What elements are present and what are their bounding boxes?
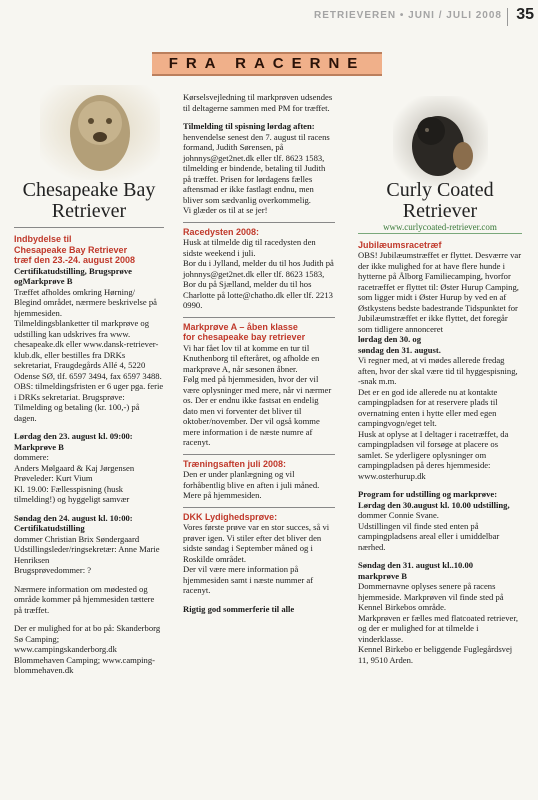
page-number: 35: [516, 6, 534, 23]
bold-line: søndag den 31. august.: [358, 344, 441, 355]
paragraph: Det er en god ide allerede nu at kontakte campingpladsen for at reservere plads til overnatning enten i hytte eller med egen campingvogn/eget telt.: [358, 386, 498, 428]
bold-line: Søndag den 31. august kl..10.00: [358, 560, 474, 570]
breed-title-line2: Retriever: [402, 200, 478, 222]
paragraph: Træffet afholdes omkring Hørning/ Blegind området, nærmere beskrivelse på hjemmesiden.: [14, 286, 157, 318]
bold-line: Lørdag den 30.august kl. 10.00 udstilling,: [358, 499, 510, 510]
left-column: [14, 180, 164, 676]
bold-line: markprøve B: [358, 570, 407, 581]
spacer: [183, 596, 335, 604]
left-text: [14, 234, 164, 676]
spacer: [183, 113, 335, 121]
spacer: [14, 505, 164, 513]
spacer: [358, 481, 522, 489]
section-heading: Træningsaften juli 2008:: [183, 458, 287, 469]
bold-line: Lørdag den 23. august kl. 09:00:: [14, 431, 133, 441]
section-divider: [183, 454, 335, 455]
paragraph: henvendelse senest den 7. august til racens formand, Judith Sørensen, på johnnys@get2net.dk eller tlf. 8623 1583, tilmelding er bindende, betaling til Judith på træffet. Prisen for lørdagens fælles aftensmad er ikke fastlagt endnu, men bliver som sædvanlig overkommelig.: [183, 131, 330, 205]
section-heading: Jubilæumsracetræf: [358, 239, 442, 250]
paragraph: www.osterhurup.dk: [358, 470, 426, 481]
paragraph: Bor du i Jylland, melder du til hos Judith på johnnys@get2net.dk eller tlf. 8623 1583,: [183, 258, 334, 279]
paragraph: Udstillingen vil finde sted enten på campingpladsens areal eller i umiddelbar nærhed.: [358, 520, 500, 552]
spacer: [358, 552, 522, 560]
bold-line: Certifikatudstilling, Brugsprøve: [14, 265, 132, 276]
header-divider: [507, 8, 508, 26]
paragraph: OBS! Jubilæumstræffet er flyttet. Desværre var der ikke mulighed for at have flere hunde i hytterne på Ålborg Familiecamping, hvorfor racetræffet er flyttet til: Øster Hurup Camping, som ligger midt i Øster Hurup by ved en af Østkystens bedste badestrande Tidspunktet for Jubilæumstræffet er ikke flyttet, det foregår som tidligere annonceret: [358, 250, 522, 334]
paragraph: OBS: tilmeldingsfristen er 6 uger pga. ferie i DRKs sekretariat. Brugsprøve: Tilmelding og betaling (kr. 100,-) på dagen.: [14, 381, 164, 423]
paragraph: Husk at oplyse at I deltager i racetræffet, da campingpladsen vil forsøge at placere os samlet. Se yderligere oplysninger om campingpladsen på deres hjemmeside:: [358, 428, 509, 470]
paragraph: Blommehaven Camping; www.camping-blommehaven.dk: [14, 654, 155, 675]
paragraph: Vi glæder os til at se jer!: [183, 205, 268, 215]
paragraph: Husk at tilmelde dig til racedysten den sidste weekend i juli.: [183, 237, 316, 258]
section-heading: Chesapeake Bay Retriever: [14, 244, 128, 255]
bold-line: Program for udstilling og markprøve:: [358, 489, 498, 499]
right-text: [358, 240, 522, 666]
breed-title-line2: Retriever: [51, 200, 127, 222]
paragraph: Vores første prøve var en stor succes, så vi prøver igen. Vi stiler efter det bliver den sidste søndag i September måned og i Roskilde området.: [183, 522, 330, 564]
section-heading: Markprøve A – åben klasse: [183, 321, 298, 332]
paragraph: Den er under planlægning og vil forhåbentlig blive en aften i juli måned. Mere på hjemmesiden.: [183, 469, 320, 500]
chesapeake-dog-photo: [40, 85, 160, 180]
chesapeake-breed-title: [14, 180, 164, 222]
spacer: [14, 423, 164, 431]
website-link[interactable]: www.curlycoated-retriever.com: [358, 222, 522, 234]
breed-title-line1: Curly Coated: [386, 179, 494, 201]
paragraph: Kl. 19.00: Fællesspisning (husk tilmelding!) og hyggeligt samvær: [14, 483, 130, 504]
section-divider: [183, 222, 335, 223]
bold-line: Certifikatudstilling: [14, 523, 85, 533]
paragraph: dommere:: [14, 452, 49, 462]
right-column: [358, 180, 522, 665]
paragraph: dommer Connie Svane.: [358, 510, 439, 520]
curly-dog-photo: [393, 96, 488, 186]
paragraph: Nærmere information om mødested og område kommer på hjemmesiden tættere på træffet.: [14, 583, 155, 615]
paragraph: Brugsprøvedommer: ?: [14, 565, 92, 575]
title-rule: [14, 227, 164, 228]
page-header: [0, 5, 538, 27]
bold-line: ogMarkprøve B: [14, 276, 73, 286]
paragraph: Der vil være mere information på hjemmesiden samt i næste nummer af racenyt.: [183, 564, 314, 595]
paragraph: Tilmeldingsblanketter til markprøve og udstilling kan udskrives fra www. chesapeake.dk eller www.dansk-retriever-klub.dk, eller bestilles fra DRKs sekretariat, Fraugdegårds Allé 4, 5220 Odense SØ, tlf. 6597 3494, fax 6597 3488.: [14, 318, 162, 381]
breed-title-line1: Chesapeake Bay: [22, 179, 156, 201]
section-heading: DKK Lydighedsprøve:: [183, 511, 278, 522]
paragraph: Dommernavne oplyses senere på racens hjemmeside. Markprøven vil finde sted på Kennel Birkebos område.: [358, 581, 504, 612]
middle-column: [183, 92, 335, 614]
curly-breed-title: [358, 180, 522, 222]
bold-line: Rigtig god sommerferie til alle: [183, 603, 295, 614]
paragraph: Prøveleder: Kurt Vium: [14, 473, 93, 483]
section-heading: Racedysten 2008:: [183, 226, 260, 237]
bold-line: Tilmelding til spisning lørdag aften:: [183, 121, 315, 131]
paragraph: Vi regner med, at vi mødes allerede fredag aften, hvor der skal være tid til hyggespisning, -snak m.m.: [358, 355, 518, 386]
paragraph: Der er mulighed for at bo på: Skanderborg Sø Camping; www.campingskanderborg.dk: [14, 623, 161, 654]
paragraph: Kennel Birkebo er beliggende Fuglegårdsvej 11, 9510 Arden.: [358, 644, 513, 665]
paragraph: Kørselsvejledning til markprøven udsendes til deltagerne sammen med PM for træffet.: [183, 92, 333, 113]
paragraph: Følg med på hjemmesiden, hvor der vil være oplysninger med mere, når vi nærmer os. Der er endnu ikke fastsat en endelig dato men vi forventer det bliver til oktober/november. Der vil også komme mere information i de næste numre af racenyt.: [183, 374, 332, 447]
section-heading: for chesapeake bay retriever: [183, 332, 306, 342]
section-divider: [183, 507, 335, 508]
paragraph: Markprøven er fælles med flatcoated retriever, og der er mulighed for at tilmelde i vinderklasse.: [358, 612, 518, 644]
section-divider: [183, 317, 335, 318]
section-heading: Indbydelse til: [14, 234, 72, 244]
paragraph: Bor du på Sjælland, melder du til hos Charlotte på lotte@chatho.dk eller tlf. 2213 0990.: [183, 279, 333, 310]
section-banner: FRA RACERNE: [152, 52, 382, 76]
bold-line: Markprøve B: [14, 441, 64, 452]
paragraph: Anders Mølgaard & Kaj Jørgensen: [14, 462, 135, 473]
paragraph: dommer Christian Brix Søndergaard Udstillingsleder/ringsekretær: Anne Marie Henriksen: [14, 533, 160, 565]
section-heading: træf den 23.-24. august 2008: [14, 255, 136, 265]
bold-line: lørdag den 30. og: [358, 334, 422, 344]
paragraph: Vi har fået lov til at komme en tur til Knuthenborg til efteråret, og afholde en markprøve A, når sæsonen åbner.: [183, 342, 320, 374]
running-title: RETRIEVEREN • JUNI / JULI 2008: [314, 10, 502, 21]
bold-line: Søndag den 24. august kl. 10:00:: [14, 512, 133, 523]
middle-text: [183, 92, 335, 614]
spacer: [14, 576, 164, 584]
spacer: [14, 615, 164, 623]
